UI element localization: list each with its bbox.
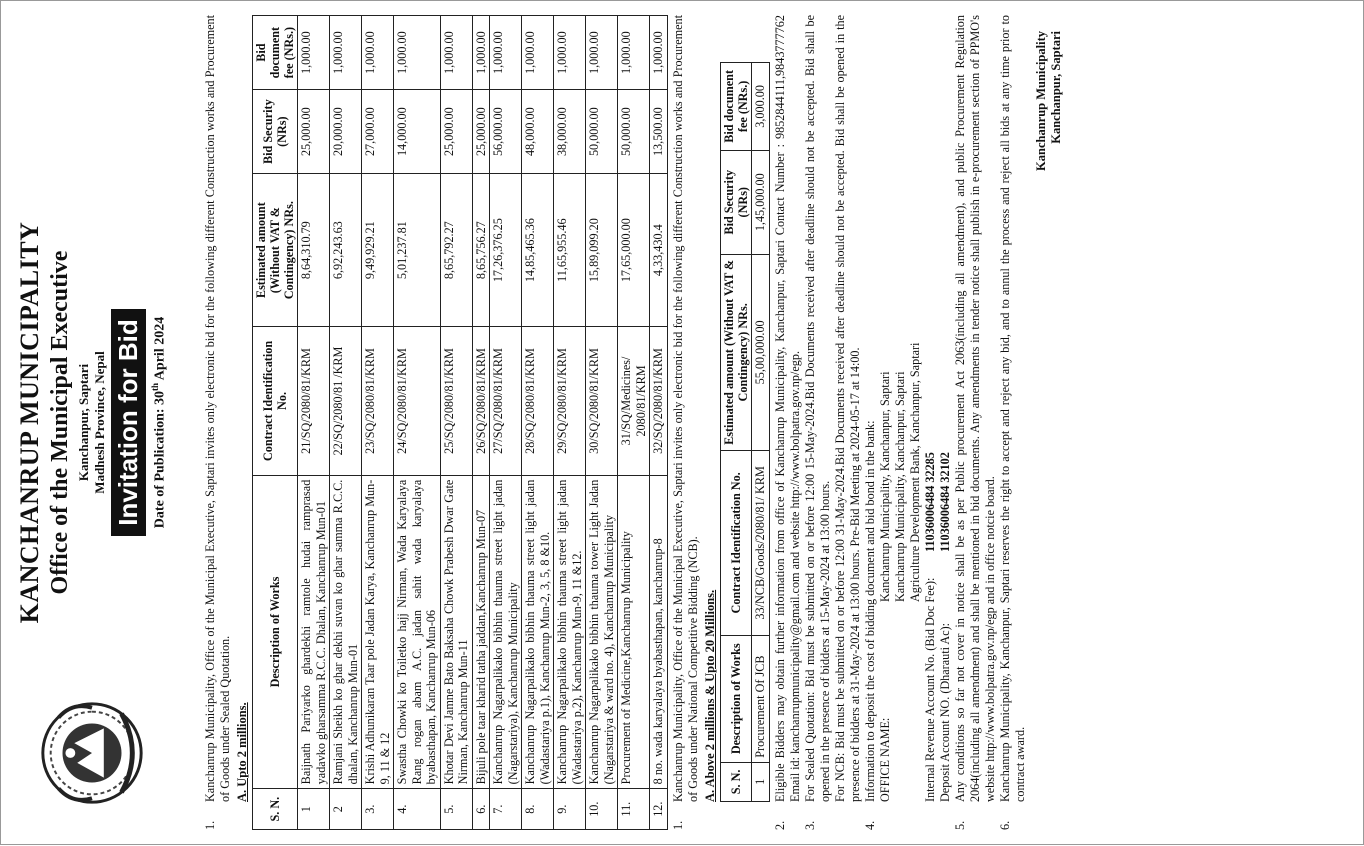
cell-sn: 7. <box>490 789 522 830</box>
cell-fee: 1,000.00 <box>394 16 441 90</box>
signature-block <box>1034 31 1064 846</box>
cell-fee: 1,000.00 <box>618 16 650 90</box>
cell-sn: 2 <box>330 789 362 830</box>
address-line-1: Kanchanpur, Saptari <box>76 363 91 482</box>
table-row <box>472 16 490 830</box>
bid-table-sealed-quotation <box>252 15 668 830</box>
point-number: 2. <box>772 820 787 830</box>
table-row <box>362 16 394 830</box>
column-header: Bid Security (NRs) <box>253 90 298 174</box>
signature-line-2: Kanchanpur, Saptari <box>1048 31 1063 144</box>
table-header-row <box>720 63 751 802</box>
cell-sec: 14,000.00 <box>394 90 441 174</box>
bank-info <box>878 15 953 802</box>
point-text: For Sealed Quotation: Bid must be submitted on or before 12:00 15-May-2024.Bid Documents received after deadline should not be accepted. Bid shall be opened in the presence of bidders at 15-May-2024 at 13:00 hours. <box>802 15 832 802</box>
cell-est: 8,65,792.27 <box>440 174 472 327</box>
column-header: Description of Works <box>253 475 298 789</box>
notice-point <box>953 15 998 830</box>
cell-est: 8,65,756.27 <box>472 174 490 327</box>
column-header: Contract Identification No. <box>720 450 751 635</box>
bid-table-ncb <box>720 62 770 802</box>
cell-fee: 1,000.00 <box>440 16 472 90</box>
cell-sn: 12. <box>650 789 668 830</box>
cell-desc: Krishi Adhunikaran Taar pole Jadan Karya, Kanchanrup Mun-9, 11 & 12 <box>362 475 394 789</box>
point-text: Kanchanrup Municipality, Kanchanpur, Saptari reserves the right to accept and reject any bid, and to annul the process and reject all bids at any time prior to contract award. <box>997 15 1027 802</box>
cell-sec: 25,000.00 <box>472 90 490 174</box>
office-name-line-1: Kanchanrup Municipality, Kanchanpur, Saptari <box>877 371 892 602</box>
point-text: Eligible Bidders may obtain further information from office of Kanchanrup Municipality, Kanchanpur, Saptari Contact Number : 9852844111,9843777762 Email id: kanchanrupmunicipality@gmail.com and website http://www.bolpatra.gov.np/egp. <box>772 15 802 802</box>
column-header: Bid document fee (NRs.) <box>253 16 298 90</box>
point-text: For NCB: Bid must be submitted on or before 12:00 31-May-2024.Bid Documents received after deadline should not be accepted. Bid shall be opened in the presence of bidders at 31-May-2024 at 13:00 hours. Pre-Bid Meeting at 2024-05-17 at 14:00. <box>832 15 862 802</box>
column-header: S. N. <box>720 762 751 801</box>
notice-header <box>15 15 203 830</box>
section-heading-b: A. Above 2 millions & Upto 20 Millions. <box>702 589 717 802</box>
cell-id: 25/SQ/2080/81/KRM <box>440 327 472 475</box>
cell-est: 17,26,376.25 <box>490 174 522 327</box>
section-heading-a: A. Upto 2 millions. <box>235 702 249 802</box>
column-header: S. N. <box>253 789 298 830</box>
notice-point <box>863 15 878 830</box>
cell-est: 6,92,243.63 <box>330 174 362 327</box>
cell-sn: 4. <box>394 789 441 830</box>
address-line-2: Madhesh Province, Nepal <box>92 351 107 494</box>
table-row <box>394 16 441 830</box>
office-name-line-2: Kanchanrup Municipality, Kanchanpur, Saptari <box>892 371 907 602</box>
deposit-account-label: Deposit Account NO. (Dharauti Ac): <box>937 622 952 802</box>
cell-est: 4,33,430.4 <box>650 174 668 327</box>
revenue-account-label: Internal Revenue Account No. (Bid Doc Fee): <box>922 577 937 802</box>
cell-fee: 1,000.00 <box>362 16 394 90</box>
point-number <box>833 802 863 830</box>
table-row <box>618 16 650 830</box>
cell-sn: 3. <box>362 789 394 830</box>
cell-sec: 50,000.00 <box>586 90 618 174</box>
cell-sec: 1,45,000.00 <box>751 150 769 254</box>
deposit-account-value: 11036006484 32102 <box>937 452 952 552</box>
cell-desc: Procurement Of JCB <box>751 635 769 762</box>
municipality-emblem-icon <box>33 694 151 812</box>
cell-sn: 1 <box>298 789 330 830</box>
cell-fee: 1,000.00 <box>490 16 522 90</box>
cell-fee: 1,000.00 <box>586 16 618 90</box>
cell-fee: 1,000.00 <box>650 16 668 90</box>
cell-desc: Khotar Devi Jamne Bato Baksaha Chowk Prabesh Dwar Gate Nirman, Kanchanrup Mun-11 <box>440 475 472 789</box>
cell-sn: 11. <box>618 789 650 830</box>
notice-point <box>998 15 1028 830</box>
table-row <box>751 63 769 802</box>
notice-points-2 <box>953 15 1028 830</box>
office-name-line-3: Agriculture Development Bank, Kanchanpur, Saptari <box>907 342 922 602</box>
cell-sn: 10. <box>586 789 618 830</box>
revenue-account-value: 11036006484 32285 <box>922 452 937 552</box>
notice-title: Invitation for Bid <box>111 309 146 536</box>
cell-est: 9,49,929.21 <box>362 174 394 327</box>
cell-sn: 9. <box>554 789 586 830</box>
signature-line-1: Kanchanrup Municipality <box>1033 31 1048 171</box>
cell-id: 29/SQ/2080/81/KRM <box>554 327 586 475</box>
cell-id: 26/SQ/2080/81/KRM <box>472 327 490 475</box>
cell-sn: 8. <box>522 789 554 830</box>
notice-points <box>773 15 878 830</box>
cell-desc: 8 no. wada karyalaya byabasthapan, kanchanrup-8 <box>650 475 668 789</box>
table-row <box>298 16 330 830</box>
cell-id: 23/SQ/2080/81/KRM <box>362 327 394 475</box>
table-row <box>440 16 472 830</box>
cell-fee: 1,000.00 <box>554 16 586 90</box>
cell-id: 33/NCB/Goods/2080/81/ KRM <box>751 450 769 635</box>
cell-est: 14,85,465.36 <box>522 174 554 327</box>
column-header: Bid document fee (NRs.) <box>720 63 751 151</box>
cell-est: 8,64,310.79 <box>298 174 330 327</box>
column-header: Estimated amount (Without VAT & Contingency) NRs. <box>253 174 298 327</box>
cell-desc: Kanchanrup Nagarpalikako bibhin thauma tower Light Jadan (Nagarstariya & ward no. 4), Kanchanrup Municipality <box>586 475 618 789</box>
cell-desc: Kanchanrup Nagarpalikako bibhin thauma street light jadan (Wadastariya p.1), Kanchanrup Mun-2, 3, 5, 8 &10. <box>522 475 554 789</box>
intro-paragraph-1: 1. Kanchanrup Municipality, Office of the Municipal Executive, Saptari invites only electronic bid for the following different Construction works and Procurement of Goods under Sealed Quotation. <box>203 15 232 830</box>
cell-desc: Baijnath Pariyarko ghardekhi ramtole hudai ramprasad yadavko gharsamma R.C.C. Dhalan, Kanchanrup Mun-01 <box>298 475 330 789</box>
cell-fee: 1,000.00 <box>522 16 554 90</box>
column-header: Estimated amount (Without VAT & Contingency) NRs. <box>720 254 751 450</box>
notice-point <box>803 15 833 830</box>
cell-desc: Bijuli pole taar kharid tatha jaddan,Kanchanrup Mun-07 <box>472 475 490 789</box>
table-row <box>586 16 618 830</box>
intro-paragraph-2: 1. Kanchanrup Municipality, Office of the Municipal Executive, Saptari invites only electronic bid for the following different Construction works and Procurement of Goods under National Competitive Bidding (NCB). <box>670 15 700 830</box>
column-header: Description of Works <box>720 635 751 762</box>
cell-fee: 1,000.00 <box>472 16 490 90</box>
point-number: 3. <box>802 820 817 830</box>
cell-est: 5,01,237.81 <box>394 174 441 327</box>
notice-point <box>773 15 803 830</box>
cell-fee: 3,000.00 <box>751 63 769 151</box>
table-row <box>554 16 586 830</box>
point-number: 6. <box>997 820 1012 830</box>
cell-id: 32/SQ/2080/81/KRM <box>650 327 668 475</box>
cell-sec: 50,000.00 <box>618 90 650 174</box>
cell-est: 17,65,000.00 <box>618 174 650 327</box>
cell-id: 28/SQ/2080/81/KRM <box>522 327 554 475</box>
point-number: 4. <box>862 820 877 830</box>
table-header-row <box>253 16 298 830</box>
cell-id: 24/SQ/2080/81/KRM <box>394 327 441 475</box>
cell-desc: Kanchanrup Nagarpalikako bibhin thauma street light jadan (Wadastariya p.2), Kanchanrup Mun-9, 11 &12. <box>554 475 586 789</box>
cell-id: 30/SQ/2080/81/KRM <box>586 327 618 475</box>
cell-est: 15,89,099.20 <box>586 174 618 327</box>
cell-sec: 38,000.00 <box>554 90 586 174</box>
cell-sec: 48,000.00 <box>522 90 554 174</box>
point-number: 5. <box>952 820 967 830</box>
column-header: Bid Security (NRs) <box>720 150 751 254</box>
cell-desc: Kanchanrup Nagarpalikako bibhin thauma street light jadan (Nagarstariya), Kanchanrup Municipality <box>490 475 522 789</box>
cell-desc: Procurement of Medicine,Kanchanrup Municipality <box>618 475 650 789</box>
cell-sec: 25,000.00 <box>440 90 472 174</box>
cell-fee: 1,000.00 <box>330 16 362 90</box>
cell-sec: 25,000.00 <box>298 90 330 174</box>
table-row <box>490 16 522 830</box>
office-name-label: OFFICE NAME: <box>877 717 892 802</box>
column-header: Contract Identification No. <box>253 327 298 475</box>
notice-point <box>833 15 863 830</box>
cell-id: 27/SQ/2080/81/KRM <box>490 327 522 475</box>
cell-id: 22/SQ/2080/81 /KRM <box>330 327 362 475</box>
office-title: Office of the Municipal Executive <box>47 250 73 595</box>
cell-sec: 20,000.00 <box>330 90 362 174</box>
cell-fee: 1,000.00 <box>298 16 330 90</box>
municipality-title: KANCHANRUP MUNICIPALITY <box>15 221 44 624</box>
publication-date: Date of Publication: 30th April 2024 <box>150 316 168 529</box>
cell-sec: 13,500.00 <box>650 90 668 174</box>
cell-sn: 6. <box>472 789 490 830</box>
cell-est: 11,65,955.46 <box>554 174 586 327</box>
cell-desc: Swastha Chowki ko Toiletko hajj Nirman, Wada Karyalaya Rang rogan abam A.C. jadan sahit wada karyalaya byabasthapan, Kanchanrup Mun-06 <box>394 475 441 789</box>
point-text: Any conditions so far not cover in notice shall be as per Public procurement Act 2063(including all amendment), and public Procurement Regulation 2064(including all amendment) and shall be mentioned in bid documents. Any amendments in tender notice shall publish in e-procurement section of PPMO's website http://www.bolpatra.gov.np/egp and in office notcie board. <box>952 15 997 802</box>
cell-id: 21/SQ/2080/81/KRM <box>298 327 330 475</box>
cell-desc: Ramjani Sheikh ko ghar dekhi suvan ko ghar samma R.C.C. dhalan, Kanchanrup Mun-01 <box>330 475 362 789</box>
cell-id: 31/SQ/Medicines/ 2080/81/KRM <box>618 327 650 475</box>
point-text: Information to deposit the cost of bidding document and bid bond in the bank: <box>862 420 877 802</box>
cell-sn: 1 <box>751 762 769 801</box>
cell-est: 55,00,000.00 <box>751 254 769 450</box>
cell-sec: 27,000.00 <box>362 90 394 174</box>
table-row <box>522 16 554 830</box>
table-row <box>650 16 668 830</box>
cell-sec: 56,000.00 <box>490 90 522 174</box>
table-row <box>330 16 362 830</box>
cell-sn: 5. <box>440 789 472 830</box>
